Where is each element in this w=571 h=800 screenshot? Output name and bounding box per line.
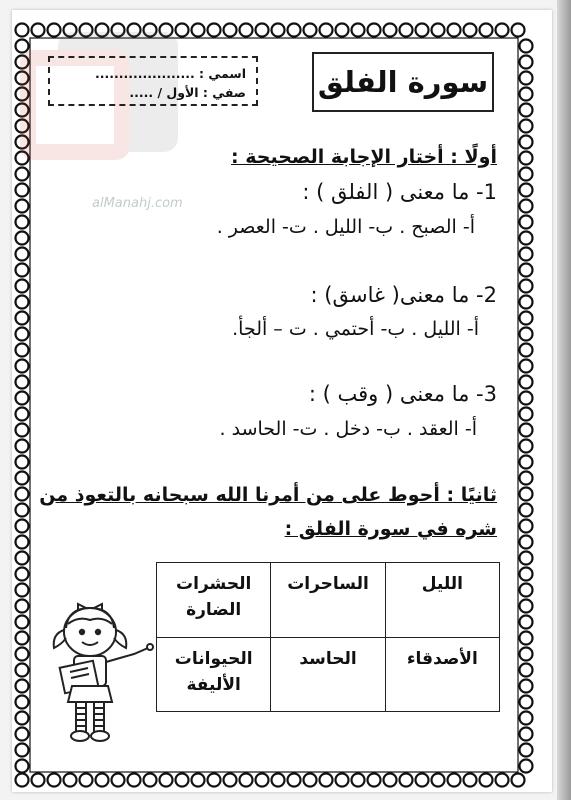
student-name-label: اسمي : ..................... [94,66,246,81]
table-cell[interactable]: الأصدقاء [385,637,499,712]
table-cell[interactable]: الليل [385,563,499,638]
page-title: سورة الفلق [312,52,494,112]
student-info-box [48,56,258,106]
girl-with-book-illustration-icon [38,598,158,748]
answer-table [156,562,500,712]
table-cell[interactable]: الحيوانات الأليفة [157,637,271,712]
question-1-answers: أ- الصبح . ب- الليل . ت- العصر . [216,216,475,238]
table-cell[interactable]: الساحرات [271,563,385,638]
table-row [157,637,500,712]
question-3-answers: أ- العقد . ب- دخل . ت- الحاسد . [219,418,477,440]
watermark-site: alManahj.com [92,196,183,211]
question-2-answers: أ- الليل . ب- أحتمي . ت – ألجأ. [232,318,479,340]
table-cell[interactable]: الحشرات الضارة [157,563,271,638]
table-row [157,563,500,638]
part1-heading: أولًا : أختار الإجابة الصحيحة : [231,146,497,168]
question-1: 1- ما معنى ( الفلق ) : [302,180,497,204]
student-class-label: صفي : الأول / ..... [129,85,246,100]
question-3: 3- ما معنى ( وقب ) : [308,382,497,406]
table-cell[interactable]: الحاسد [271,637,385,712]
part2-heading-line1: ثانيًا : أحوط على من أمرنا الله سبحانه بالتعوذ من [39,484,497,506]
part2-heading-line2: شره في سورة الفلق : [284,518,497,540]
question-2: 2- ما معنى( غاسق) : [310,283,497,307]
scan-edge-shadow [557,0,571,800]
